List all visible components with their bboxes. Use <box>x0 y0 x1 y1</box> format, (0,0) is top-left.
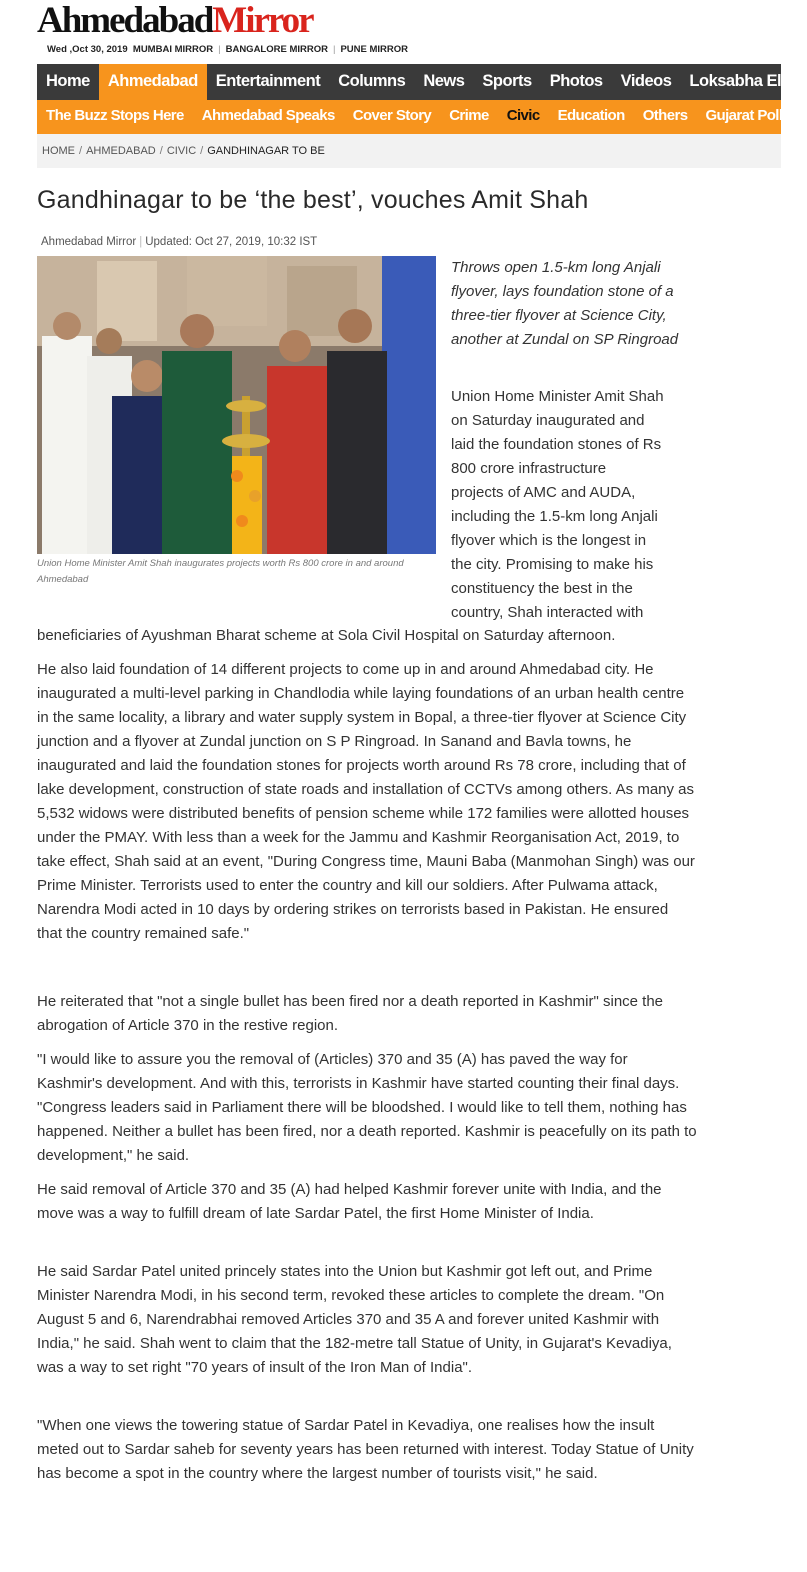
nav-loksabha-elections[interactable]: Loksabha Elec <box>689 72 799 90</box>
separator: | <box>218 44 221 55</box>
article-paragraph: He reiterated that "not a single bullet has been fired nor a death reported in Kashmir" since the abrogation of Article 370 in the restive region. <box>37 993 664 1034</box>
nav-news[interactable]: News <box>423 72 465 90</box>
subnav-gujarat-polls[interactable]: Gujarat Polls <box>705 107 791 124</box>
subnav-education[interactable]: Education <box>557 107 625 124</box>
nav-home[interactable]: Home <box>46 72 90 90</box>
article-paragraph: He said Sardar Patel united princely states into the Union but Kashmir got left out, and Prime Minister Narendra Modi, in his second term, revoked these articles to complete the dream. "On August 5 and 6, Narendrabhai removed Articles 370 and 35 A and forever united Kashmir with India," he said. Shah went to claim that the 182-metre tall Statue of Unity, in Gujarat's Kevadiya, was a way to set right "70 years of insult of the Iron Man of India". <box>37 1263 672 1376</box>
secondary-nav <box>37 100 791 134</box>
subnav-others[interactable]: Others <box>642 107 688 124</box>
top-subbar <box>47 44 408 55</box>
subnav-ahmedabad-speaks[interactable]: Ahmedabad Speaks <box>201 107 335 124</box>
article-intro-wrapped <box>451 385 691 625</box>
subnav-cover-story[interactable]: Cover Story <box>352 107 432 124</box>
intro-line: constituency the best in the <box>451 580 633 597</box>
primary-nav <box>37 64 799 100</box>
article-title: Gandhinagar to be ‘the best’, vouches Amit Shah <box>37 186 589 214</box>
separator: | <box>139 236 143 248</box>
article-photo[interactable] <box>37 256 436 554</box>
nav-ahmedabad[interactable]: Ahmedabad <box>99 64 207 100</box>
breadcrumb-separator: / <box>79 145 83 157</box>
article-paragraph: "When one views the towering statue of Sardar Patel in Kevadiya, one realises how the insult meted out to Sardar saheb for seventy years has been returned with interest. Today Statue of Unity has become a spot in the country where the largest number of tourists visit," he said. <box>37 1417 694 1482</box>
subnav-crime[interactable]: Crime <box>449 107 489 124</box>
breadcrumb-civic[interactable]: CIVIC <box>166 145 197 157</box>
site-logo[interactable] <box>37 2 313 40</box>
updated-timestamp: Updated: Oct 27, 2019, 10:32 IST <box>145 236 318 248</box>
current-date: Wed ,Oct 30, 2019 <box>47 44 128 55</box>
breadcrumb-separator: / <box>159 145 163 157</box>
intro-line: including the 1.5-km long Anjali <box>451 508 658 525</box>
breadcrumb-separator: / <box>200 145 204 157</box>
subnav-civic[interactable]: Civic <box>506 107 540 124</box>
photo-caption: Union Home Minister Amit Shah inaugurates projects worth Rs 800 crore in and around Ahmedabad <box>37 558 404 585</box>
subnav-buzz-stops-here[interactable]: The Buzz Stops Here <box>46 107 184 124</box>
intro-line-full-width: beneficiaries of Ayushman Bharat scheme at Sola Civil Hospital on Saturday afternoon. <box>37 627 616 644</box>
intro-line: flyover which is the longest in <box>451 532 647 549</box>
nav-photos[interactable]: Photos <box>549 72 603 90</box>
link-pune-mirror[interactable]: PUNE MIRROR <box>340 44 409 55</box>
photo-illustration <box>37 256 436 554</box>
breadcrumb <box>37 134 781 168</box>
byline <box>41 236 317 248</box>
breadcrumb-current: GANDHINAGAR TO BE <box>207 145 325 157</box>
nav-entertainment[interactable]: Entertainment <box>215 72 321 90</box>
intro-line: the city. Promising to make his <box>451 556 654 573</box>
intro-line: on Saturday inaugurated and <box>451 412 645 429</box>
article-paragraph: He said removal of Article 370 and 35 (A) had helped Kashmir forever unite with India, and the move was a way to fulfill dream of late Sardar Patel, the first Home Minister of India. <box>37 1181 662 1222</box>
nav-sports[interactable]: Sports <box>482 72 532 90</box>
breadcrumb-ahmedabad[interactable]: AHMEDABAD <box>86 145 156 157</box>
article-source[interactable]: Ahmedabad Mirror <box>41 236 137 248</box>
intro-line: Union Home Minister Amit Shah <box>451 388 664 405</box>
intro-line: projects of AMC and AUDA, <box>451 484 636 501</box>
link-bangalore-mirror[interactable]: BANGALORE MIRROR <box>225 44 328 55</box>
separator: | <box>332 44 336 55</box>
intro-line: laid the foundation stones of Rs <box>451 436 662 453</box>
logo-text-mirror: Mirror <box>212 0 313 41</box>
article-lead: Throws open 1.5-km long Anjali flyover, lays foundation stone of a three-tier flyover at Science City, another at Zundal on SP Ringroad <box>451 259 679 348</box>
intro-line: 800 crore infrastructure <box>451 460 607 477</box>
nav-columns[interactable]: Columns <box>338 72 406 90</box>
link-mumbai-mirror[interactable]: MUMBAI MIRROR <box>132 44 214 55</box>
logo-text-ahmedabad: Ahmedabad <box>37 0 213 41</box>
article-paragraph: "I would like to assure you the removal of (Articles) 370 and 35 (A) has paved the way for Kashmir's development. And with this, terrorists in Kashmir have started counting their final days. "Congress leaders said in Parliament there will be bloodshed. I would like to tell them, nothing has happened. Neither a bullet has been fired, nor a death reported. Kashmir is peacefully on its path to development," he said. <box>37 1051 697 1164</box>
breadcrumb-home[interactable]: HOME <box>42 145 75 157</box>
nav-videos[interactable]: Videos <box>620 72 672 90</box>
article-paragraph: He also laid foundation of 14 different projects to come up in and around Ahmedabad city. He inaugurated a multi-level parking in Chandlodia while laying foundations of an urban health centre in the same locality, a library and water supply system in Bopal, a three-tier flyover at Science City junction and a flyover at Zundal junction on S P Ringroad. In Sanand and Bavla towns, he inaugurated and laid the foundation stones for projects worth around Rs 78 crore, including that of lake development, construction of state roads and installation of CCTVs among others. As many as 5,532 widows were distributed benefits of pension scheme while 172 families were allotted houses under the PMAY. With less than a week for the Jammu and Kashmir Reorganisation Act, 2019, to take effect, Shah said at an event, "During Congress time, Mauni Baba (Manmohan Singh) was our Prime Minister. Terrorists used to enter the country and kill our soldiers. After Pulwama attack, Narendra Modi acted in 10 days by ordering strikes on terrorists based in Pakistan. He ensured that the country remained safe." <box>37 661 695 942</box>
intro-line: country, Shah interacted with <box>451 604 644 621</box>
